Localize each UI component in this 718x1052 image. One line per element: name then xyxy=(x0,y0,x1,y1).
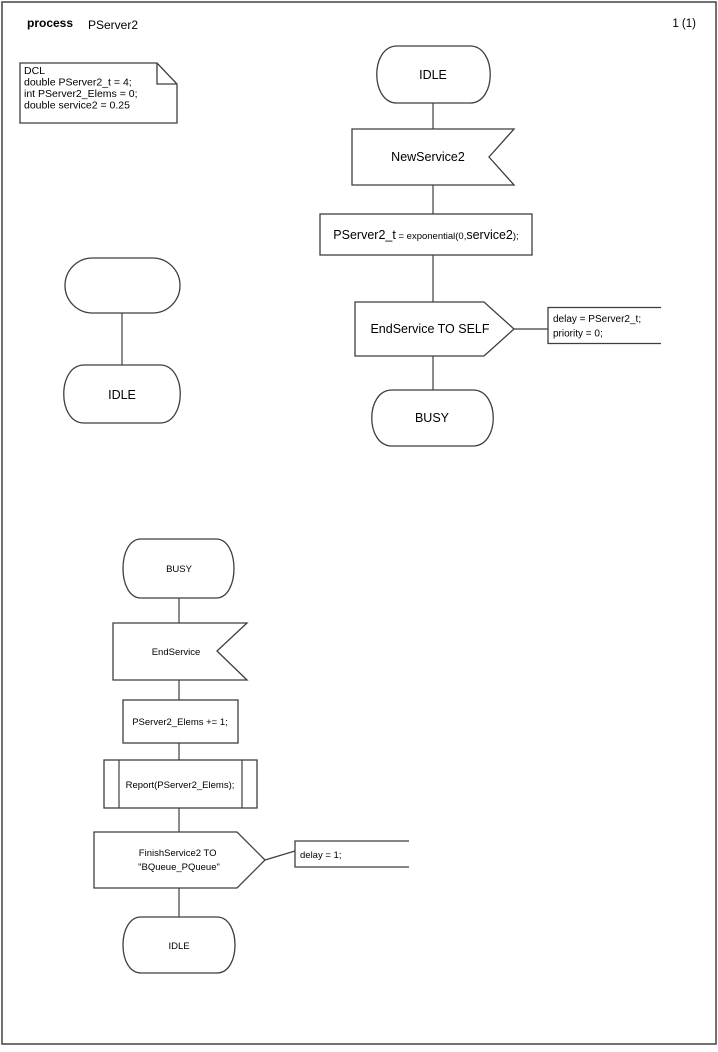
input-symbol-newservice2 xyxy=(352,129,514,185)
input-label: NewService2 xyxy=(391,150,465,164)
state-symbol-idle-final xyxy=(123,917,235,973)
process-name: PServer2 xyxy=(88,18,139,32)
output-label: EndService TO SELF xyxy=(370,322,490,336)
procedure-label: Report(PServer2_Elems); xyxy=(125,780,235,791)
state-label: IDLE xyxy=(108,388,136,402)
comment-text: delay = PServer2_t; priority = 0; xyxy=(553,314,642,340)
output-symbol-finishservice2 xyxy=(94,832,265,888)
process-kind-label: process xyxy=(27,16,74,30)
state-symbol-busy xyxy=(372,390,494,446)
state-symbol-busy-2 xyxy=(123,539,234,598)
task-label: PServer2_Elems += 1; xyxy=(132,717,228,728)
declarations-text: DCL double PServer2_t = 4; int PServer2_Elems = 0; double service2 = 0.25 xyxy=(24,65,138,112)
state-symbol-idle-initial xyxy=(64,365,181,423)
declarations-text-symbol xyxy=(20,63,177,123)
task-symbol-increment xyxy=(123,700,238,743)
output-outline xyxy=(94,832,265,888)
start-symbol xyxy=(65,258,180,313)
state-symbol-idle xyxy=(377,46,491,103)
state-label: IDLE xyxy=(168,941,190,952)
output-symbol-endservice-to-self xyxy=(355,302,514,356)
page-number: 1 (1) xyxy=(672,18,696,30)
state-label: IDLE xyxy=(419,68,447,82)
comment-text: delay = 1; xyxy=(300,850,342,861)
input-label: EndService xyxy=(151,647,201,658)
output-label: FinishService2 TO "BQueue_PQueue" xyxy=(138,848,220,873)
state-label: BUSY xyxy=(166,564,192,575)
state-label: BUSY xyxy=(414,411,450,425)
task-label: PServer2_t = exponential(0,service2); xyxy=(333,228,519,242)
task-symbol-exponential xyxy=(320,214,532,255)
procedure-call-symbol-report xyxy=(104,760,257,808)
